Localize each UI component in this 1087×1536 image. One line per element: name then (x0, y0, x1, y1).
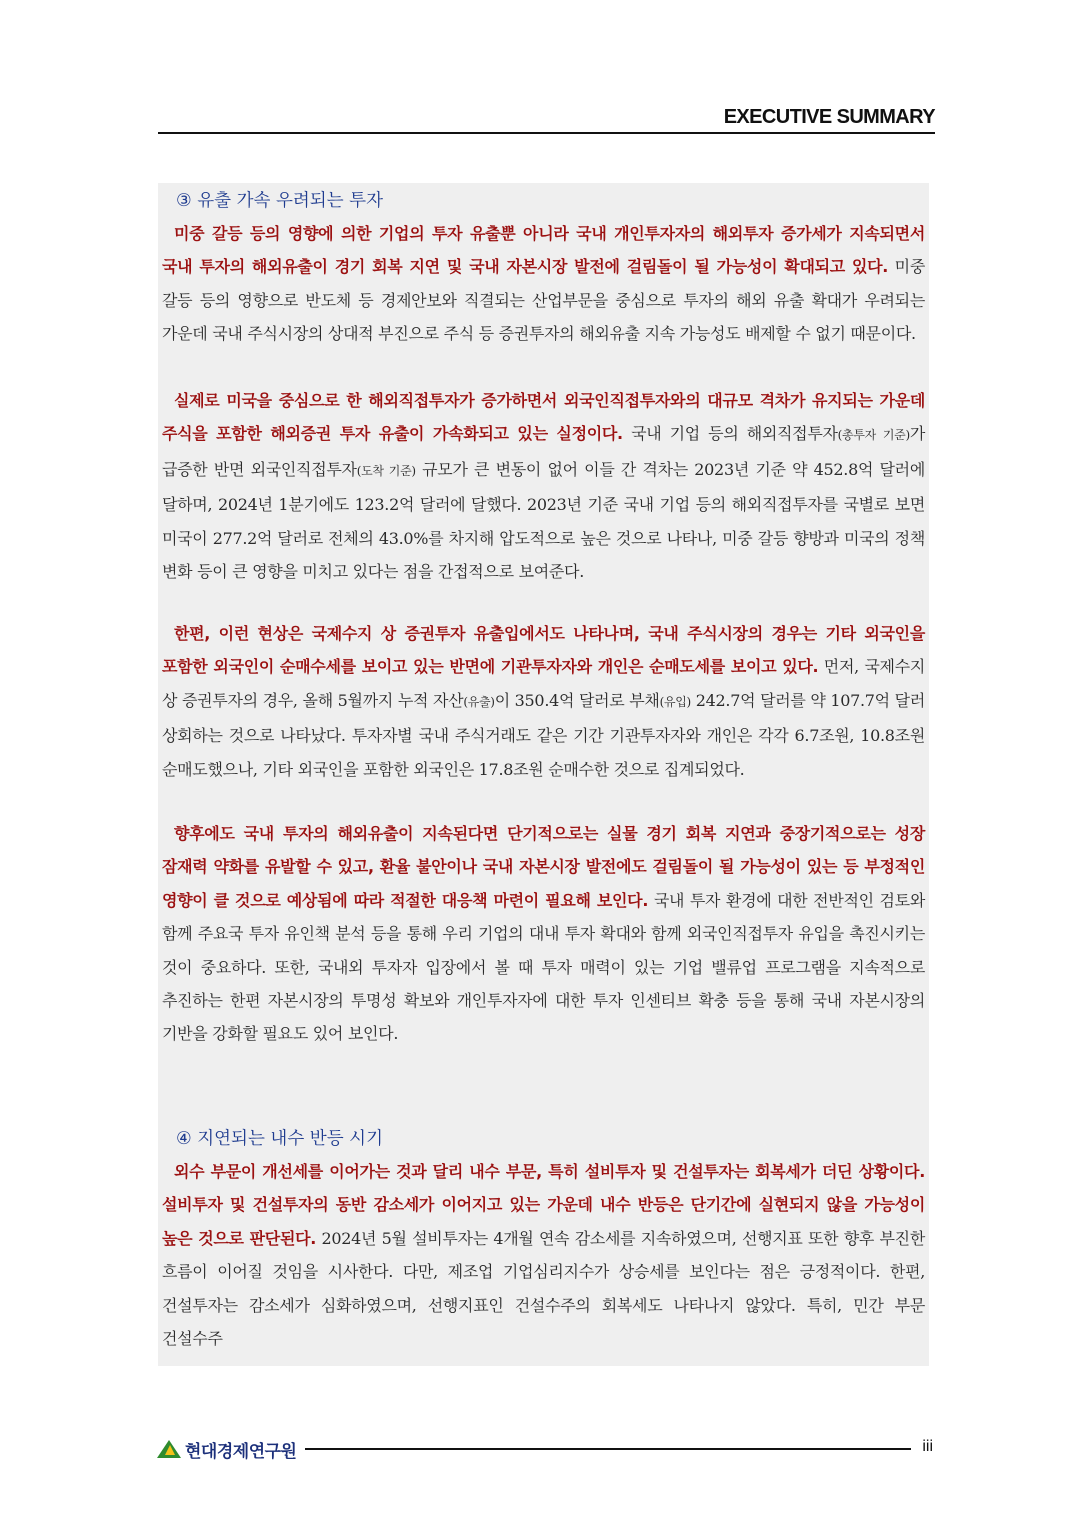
emphasis-text: 미중 갈등 등의 영향에 의한 기업의 투자 유출뿐 아니라 국내 개인투자자의 해외투자 증가세가 지속되면서 국내 투자의 해외유출이 경기 회복 지연 및 국내 자본시장 발전에 걸림돌이 될 가능성이 확대되고 있다. (162, 224, 925, 277)
paragraph-3-3 (162, 617, 925, 786)
summary-box (158, 183, 929, 1366)
page-footer (155, 1436, 935, 1462)
footer-divider (305, 1448, 911, 1450)
body-text: 규모가 큰 변동이 없어 이들 간 격차는 2023년 기준 약 452.8억 달러에 달하며, 2024년 1분기에도 123.2억 달러에 달했다. 2023년 기준 국내 기업 등의 해외직접투자를 국별로 보면 미국이 277.2억 달러로 전체의 43.0%를 차지해 압도적으로 높은 것으로 나타나, 미중 갈등 향방과 미국의 정책 변화 등이 큰 영향을 미치고 있다는 점을 간접적으로 보여준다. (162, 459, 925, 582)
organization-name: 현대경제연구원 (185, 1442, 297, 1462)
page-header (158, 104, 935, 134)
emphasis-text: 실제로 미국을 중심으로 한 해외직접투자가 증가하면서 외국인직접투자와의 대규모 격차가 유지되는 가운데 주식을 포함한 해외증권 투자 유출이 가속화되고 있는 실정이다. (162, 391, 925, 444)
paragraph-3-4 (162, 817, 925, 1051)
paragraph-4-1 (162, 1155, 925, 1355)
emphasis-text: 향후에도 국내 투자의 해외유출이 지속된다면 단기적으로는 실물 경기 회복 지연과 중장기적으로는 성장 잠재력 약화를 유발할 수 있고, 환율 불안이나 국내 자본시장 발전에도 걸림돌이 될 가능성이 있는 등 부정적인 영향이 클 것으로 예상됨에 따라 적절한 대응책 마련이 필요해 보인다. (162, 824, 925, 910)
section-heading-3: ③ 유출 가속 우려되는 투자 (176, 191, 383, 211)
section-heading-4: ④ 지연되는 내수 반등 시기 (176, 1129, 383, 1149)
emphasis-text: 외수 부문이 개선세를 이어가는 것과 달리 내수 부문, 특히 설비투자 및 건설투자는 회복세가 더딘 상황이다. 설비투자 및 건설투자의 동반 감소세가 이어지고 있는 가운데 내수 반등은 단기간에 실현되지 않을 가능성이 높은 것으로 판단된다. (162, 1162, 925, 1248)
body-text: 미중 갈등 등의 영향으로 반도체 등 경제안보와 직결되는 산업부문을 중심으로 투자의 해외 유출 확대가 우려되는 가운데 국내 주식시장의 상대적 부진으로 주식 등 증권투자의 해외유출 지속 가능성도 배제할 수 없기 때문이다. (162, 257, 925, 344)
note-text: (유입) (659, 694, 691, 709)
body-text: 242.7억 달러를 약 107.7억 달러 상회하는 것으로 나타났다. 투자자별 국내 주식거래도 같은 기간 기관투자자와 개인은 각각 6.7조원, 10.8조원 순매도했으나, 기타 외국인을 포함한 외국인은 17.8조원 순매수한 것으로 집계되었다. (162, 690, 925, 779)
paragraph-3-1 (162, 217, 925, 351)
body-text: 국내 기업 등의 해외직접투자 (622, 424, 838, 444)
emphasis-text: 한편, 이런 현상은 국제수지 상 증권투자 유출입에서도 나타나며, 국내 주식시장의 경우는 기타 외국인을 포함한 외국인이 순매수세를 보이고 있는 반면에 기관투자자와 개인은 순매도세를 보이고 있다. (162, 624, 925, 677)
page-number: iii (922, 1438, 933, 1455)
header-title: EXECUTIVE SUMMARY (723, 106, 935, 128)
logo-accent-icon (165, 1445, 175, 1455)
body-text: 가 급증한 반면 외국인직접투자 (162, 424, 925, 479)
paragraph-3-2 (162, 384, 925, 588)
body-text: 이 350.4억 달러로 부채 (494, 690, 660, 710)
note-text: (도착 기준) (356, 463, 416, 478)
body-text: 먼저, 국제수지 상 증권투자의 경우, 올해 5월까지 누적 자산 (162, 657, 925, 710)
body-text: 국내 투자 환경에 대한 전반적인 검토와 함께 주요국 투자 유인책 분석 등을 통해 우리 기업의 대내 투자 확대와 함께 외국인직접투자 유입을 촉진시키는 것이 중요하다. 또한, 국내외 투자자 입장에서 볼 때 투자 매력이 있는 기업 밸류업 프로그램을 지속적으로 추진하는 한편 자본시장의 투명성 확보와 개인투자자에 대한 투자 인센티브 확충 등을 통해 국내 자본시장의 기반을 강화할 필요도 있어 보인다. (162, 890, 925, 1044)
note-text: (총투자 기준) (837, 428, 910, 443)
body-text: 2024년 5월 설비투자는 4개월 연속 감소세를 지속하였으며, 선행지표 또한 향후 부진한 흐름이 이어질 것임을 시사한다. 다만, 제조업 기업심리지수가 상승세를 보인다는 점은 긍정적이다. 한편, 건설투자는 감소세가 심화하였으며, 선행지표인 건설수주의 회복세도 나타나지 않았다. 특히, 민간 부문 건설수주 (162, 1228, 925, 1349)
note-text: (유출) (463, 694, 495, 709)
